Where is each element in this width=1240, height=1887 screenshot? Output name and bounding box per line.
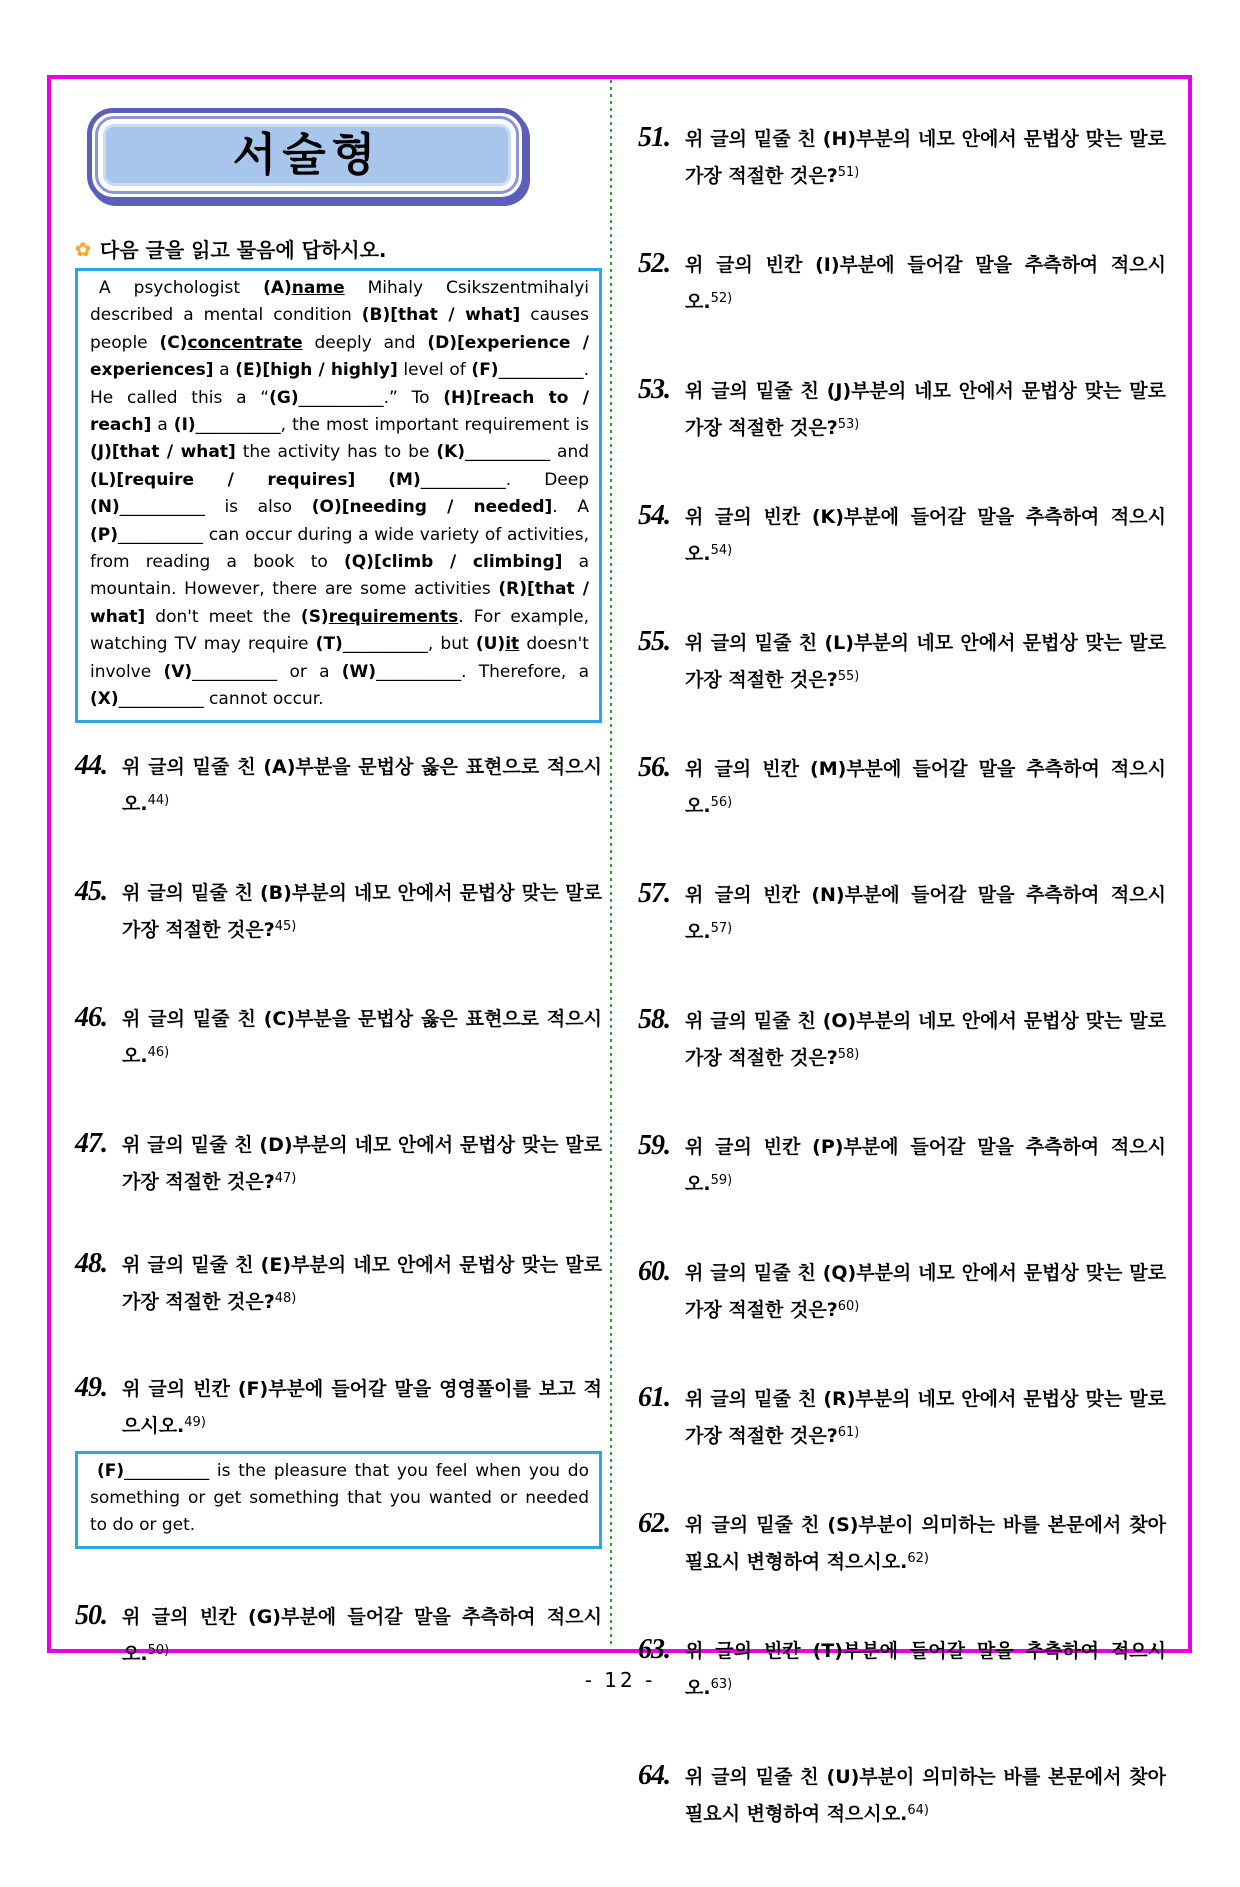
question-number: 53.	[638, 374, 670, 405]
endnote-ref: 44)	[147, 792, 170, 808]
flower-icon: ✿	[75, 239, 91, 261]
endnote-ref: 47)	[274, 1170, 297, 1186]
endnote-ref: 56)	[710, 795, 733, 810]
endnote-ref: 45)	[274, 918, 297, 934]
question-50	[75, 1601, 602, 1671]
question-number: 48.	[75, 1247, 107, 1279]
question-text: 위 글의 빈칸 (I)부분에 들어갈 말을 추측하여 적으시오.$^{52)}$	[685, 254, 1166, 313]
question-49	[75, 1373, 602, 1443]
question-number: 54.	[638, 500, 670, 531]
right-column	[638, 123, 1166, 1887]
question-number: 62.	[638, 1508, 670, 1539]
endnote-ref: 52)	[710, 291, 733, 306]
question-number: 60.	[638, 1256, 670, 1287]
endnote-ref: 46)	[147, 1044, 170, 1060]
section-title-badge	[87, 108, 527, 202]
question-text: 위 글의 밑줄 친 (A)부분을 문법상 옳은 표현으로 적으시오.$^{44)}$	[122, 755, 602, 815]
page-number: - 12 -	[584, 1668, 656, 1692]
passage-text: A psychologist (A)name Mihaly Csikszentmihalyi described a mental condition (B)[that / what] causes people (C)concentrate deeply and (D)[experience / experiences] a (E)[high / highly] level of (F)__________. He called this a “(G)__________.” To (H)[reach to / reach] a (I)__________, the most important requirement is (J)[that / what] the activity has to be (K)__________ and (L)[require / requires] (M)__________. Deep (N)__________ is also (O)[needing / needed]. A (P)__________ can occur during a wide variety of activities, from reading a book to (Q)[climb / climbing] a mountain. However, there are some activities (R)[that / what] don't meet the (S)requirements. For example, watching TV may require (T)__________, but (U)it doesn't involve (V)__________ or a (W)__________. Therefore, a (X)__________ cannot occur.	[90, 278, 590, 710]
badge-middle-ring	[95, 116, 519, 194]
section-title: 서술형	[101, 122, 513, 188]
question-text: 위 글의 빈칸 (M)부분에 들어갈 말을 추측하여 적으시오.$^{56)}$	[685, 758, 1166, 817]
question-number: 52.	[638, 248, 670, 279]
question-60	[638, 1257, 1166, 1327]
question-52	[638, 249, 1166, 319]
question-number: 59.	[638, 1130, 670, 1161]
question-text: 위 글의 밑줄 친 (L)부분의 네모 안에서 문법상 맞는 말로 가장 적절한 것은?$^{55)}$	[685, 632, 1166, 691]
question-number: 46.	[75, 1001, 107, 1033]
question-62	[638, 1509, 1166, 1579]
question-text: 위 글의 빈칸 (P)부분에 들어갈 말을 추측하여 적으시오.$^{59)}$	[685, 1136, 1166, 1195]
question-number: 64.	[638, 1760, 670, 1791]
endnote-ref: 62)	[907, 1551, 929, 1566]
question-number: 45.	[75, 875, 107, 907]
endnote-ref: 51)	[837, 165, 860, 180]
endnote-ref: 55)	[837, 669, 860, 684]
question-59	[638, 1131, 1166, 1201]
question-text: 위 글의 빈칸 (K)부분에 들어갈 말을 추측하여 적으시오.$^{54)}$	[685, 506, 1166, 565]
question-number: 51.	[638, 122, 670, 153]
definition-text: (F)__________ is the pleasure that you feel when you do something or get something that you wanted or needed to do or get.	[90, 1460, 589, 1536]
question-text: 위 글의 밑줄 친 (E)부분의 네모 안에서 문법상 맞는 말로 가장 적절한 것은?$^{48)}$	[122, 1253, 602, 1313]
question-number: 47.	[75, 1127, 107, 1159]
question-text: 위 글의 밑줄 친 (B)부분의 네모 안에서 문법상 맞는 말로 가장 적절한 것은?$^{45)}$	[122, 881, 602, 941]
endnote-ref: 57)	[710, 921, 733, 936]
endnote-ref: 54)	[710, 543, 733, 558]
question-57	[638, 879, 1166, 949]
question-text: 위 글의 빈칸 (F)부분에 들어갈 말을 영영풀이를 보고 적으시오.$^{49)}$	[122, 1377, 602, 1437]
endnote-ref: 59)	[710, 1173, 733, 1188]
question-text: 위 글의 밑줄 친 (J)부분의 네모 안에서 문법상 맞는 말로 가장 적절한 것은?$^{53)}$	[685, 380, 1166, 439]
question-46	[75, 1003, 602, 1073]
question-number: 61.	[638, 1382, 670, 1413]
question-47	[75, 1129, 602, 1199]
question-44	[75, 751, 602, 821]
left-column	[75, 108, 602, 1727]
column-divider	[610, 80, 612, 1646]
question-55	[638, 627, 1166, 697]
endnote-ref: 63)	[710, 1677, 733, 1692]
question-text: 위 글의 밑줄 친 (D)부분의 네모 안에서 문법상 맞는 말로 가장 적절한 것은?$^{47)}$	[122, 1133, 602, 1193]
question-text: 위 글의 빈칸 (T)부분에 들어갈 말을 추측하여 적으시오.$^{63)}$	[685, 1640, 1166, 1699]
endnote-ref: 60)	[837, 1299, 860, 1314]
question-text: 위 글의 밑줄 친 (Q)부분의 네모 안에서 문법상 맞는 말로 가장 적절한 것은?$^{60)}$	[685, 1262, 1166, 1321]
question-text: 위 글의 빈칸 (G)부분에 들어갈 말을 추측하여 적으시오.$^{50)}$	[122, 1605, 602, 1665]
question-number: 57.	[638, 878, 670, 909]
instruction-text: 다음 글을 읽고 물음에 답하시오.	[99, 238, 387, 262]
definition-box	[75, 1451, 602, 1549]
question-56	[638, 753, 1166, 823]
question-48	[75, 1249, 602, 1319]
question-number: 44.	[75, 749, 107, 781]
question-text: 위 글의 밑줄 친 (U)부분이 의미하는 바를 본문에서 찾아 필요시 변형하여 적으시오.$^{64)}$	[685, 1766, 1166, 1825]
endnote-ref: 58)	[837, 1047, 860, 1062]
endnote-ref: 50)	[147, 1642, 170, 1658]
question-number: 63.	[638, 1634, 670, 1665]
question-61	[638, 1383, 1166, 1453]
question-number: 55.	[638, 626, 670, 657]
question-53	[638, 375, 1166, 445]
question-number: 56.	[638, 752, 670, 783]
question-number: 49.	[75, 1371, 107, 1403]
question-51	[638, 123, 1166, 193]
question-text: 위 글의 밑줄 친 (R)부분의 네모 안에서 문법상 맞는 말로 가장 적절한 것은?$^{61)}$	[685, 1388, 1166, 1447]
endnote-ref: 64)	[907, 1803, 929, 1818]
passage-box	[75, 268, 602, 723]
question-text: 위 글의 밑줄 친 (S)부분이 의미하는 바를 본문에서 찾아 필요시 변형하여 적으시오.$^{62)}$	[685, 1514, 1166, 1573]
endnote-ref: 53)	[837, 417, 860, 432]
question-58	[638, 1005, 1166, 1075]
instruction-row	[75, 236, 602, 264]
question-number: 50.	[75, 1599, 107, 1631]
question-number: 58.	[638, 1004, 670, 1035]
endnote-ref: 48)	[274, 1290, 297, 1306]
question-text: 위 글의 밑줄 친 (H)부분의 네모 안에서 문법상 맞는 말로 가장 적절한 것은?$^{51)}$	[685, 128, 1166, 187]
question-45	[75, 877, 602, 947]
endnote-ref: 61)	[837, 1425, 860, 1440]
endnote-ref: 49)	[184, 1414, 206, 1430]
question-text: 위 글의 밑줄 친 (C)부분을 문법상 옳은 표현으로 적으시오.$^{46)}$	[122, 1007, 602, 1067]
question-text: 위 글의 밑줄 친 (O)부분의 네모 안에서 문법상 맞는 말로 가장 적절한 것은?$^{58)}$	[685, 1010, 1166, 1069]
question-text: 위 글의 빈칸 (N)부분에 들어갈 말을 추측하여 적으시오.$^{57)}$	[685, 884, 1166, 943]
question-64	[638, 1761, 1166, 1831]
question-54	[638, 501, 1166, 571]
